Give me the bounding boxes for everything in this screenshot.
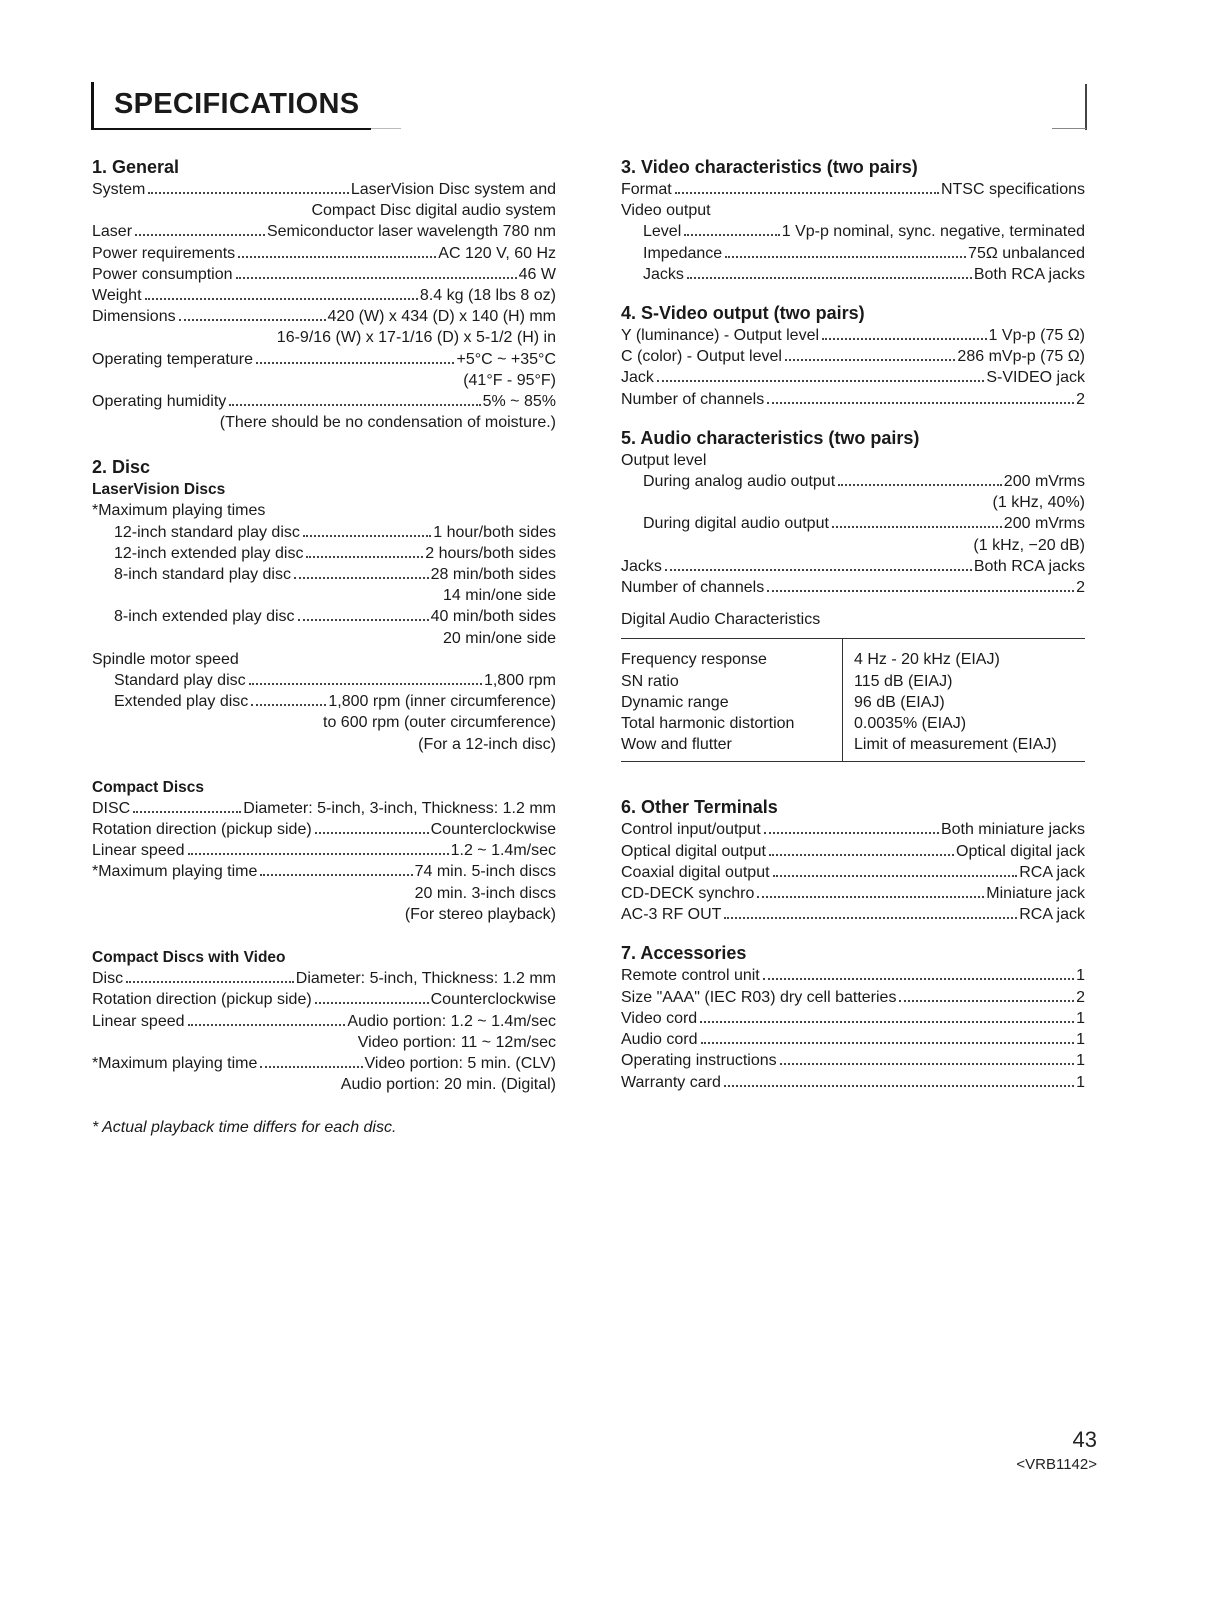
- leader-dots: [133, 811, 241, 813]
- spacer: [621, 784, 1085, 795]
- spec-value: RCA jack: [1019, 906, 1085, 924]
- spacer: [92, 925, 556, 947]
- leader-dots: [785, 359, 955, 361]
- table-cell-label: Total harmonic distortion: [621, 715, 795, 733]
- spec-continuation: 20 min/one side: [443, 629, 556, 647]
- title-bar: [91, 82, 94, 130]
- spec-row: [621, 862, 1085, 883]
- spec-label: Standard play disc: [114, 672, 246, 690]
- leader-dots: [126, 981, 294, 983]
- spec-value: 1,800 rpm: [483, 672, 556, 690]
- spec-value: NTSC specifications: [940, 181, 1085, 198]
- spec-value: RCA jack: [1019, 863, 1085, 881]
- spec-row: [621, 1072, 1085, 1093]
- section-general: [92, 155, 556, 433]
- spec-label: Operating temperature: [92, 350, 253, 368]
- spec-row: [92, 798, 556, 819]
- spec-label: Coaxial digital output: [621, 863, 770, 881]
- spec-label: Level: [643, 223, 682, 241]
- spec-row: [621, 179, 1085, 200]
- spacer: [621, 925, 1085, 941]
- spec-row: [92, 861, 556, 882]
- spec-label: Video cord: [621, 1009, 698, 1027]
- spec-continuation: (For a 12-inch disc): [418, 735, 556, 753]
- spec-value: 1 Vp-p nominal, sync. negative, terminated: [781, 223, 1085, 241]
- spec-continuation: Audio portion: 20 min. (Digital): [340, 1076, 556, 1094]
- section-heading: 1. General: [92, 157, 180, 177]
- spec-row: [621, 389, 1085, 410]
- spacer: [92, 433, 556, 455]
- spec-row: [621, 367, 1085, 388]
- spec-value: 1,800 rpm (inner circumference): [328, 693, 556, 711]
- title-underline: [91, 128, 371, 130]
- spec-row: [92, 691, 556, 712]
- spec-text: Spindle motor speed: [92, 650, 239, 668]
- leader-dots: [757, 896, 984, 898]
- leader-dots: [675, 192, 939, 194]
- spec-row: [621, 221, 1085, 242]
- spec-label: CD-DECK synchro: [621, 885, 755, 903]
- spec-value: Diameter: 5-inch, Thickness: 1.2 mm: [295, 970, 556, 988]
- leader-dots: [899, 1000, 1074, 1002]
- spec-row: [621, 883, 1085, 904]
- spec-label: C (color) - Output level: [621, 348, 782, 366]
- spec-row: [92, 264, 556, 285]
- spec-row: [92, 522, 556, 543]
- spec-row: [92, 349, 556, 370]
- spec-label: Jacks: [643, 265, 684, 283]
- table-cell-value: 4 Hz - 20 kHz (EIAJ): [854, 651, 1000, 669]
- leader-dots: [229, 404, 480, 406]
- spec-label: *Maximum playing time: [92, 863, 258, 881]
- section-heading: 3. Video characteristics (two pairs): [621, 157, 918, 177]
- leader-dots: [763, 978, 1074, 980]
- spec-row: [621, 471, 1085, 492]
- spec-label: Jack: [621, 369, 654, 387]
- leader-dots: [260, 1066, 362, 1068]
- spec-label: Power requirements: [92, 244, 236, 262]
- leader-dots: [769, 854, 954, 856]
- page-number: 43: [1072, 1427, 1097, 1452]
- spec-value: 46 W: [518, 265, 556, 283]
- spec-label: Disc: [92, 970, 124, 988]
- leader-dots: [687, 277, 972, 279]
- digital-audio-table: [621, 638, 1085, 762]
- spec-label: Impedance: [643, 244, 723, 262]
- spec-continuation: (1 kHz, 40%): [992, 494, 1085, 512]
- leader-dots: [665, 569, 972, 571]
- spec-text: Video output: [621, 202, 711, 220]
- spec-value: 1.2 ~ 1.4m/sec: [450, 842, 556, 860]
- spec-row: [92, 243, 556, 264]
- section-accessories: [621, 941, 1085, 1092]
- spec-label: Laser: [92, 223, 133, 241]
- spec-label: Linear speed: [92, 1012, 185, 1030]
- spec-label: Y (luminance) - Output level: [621, 327, 820, 345]
- spec-label: Size "AAA" (IEC R03) dry cell batteries: [621, 988, 897, 1006]
- spec-row: [92, 391, 556, 412]
- table-cell-value: 115 dB (EIAJ): [854, 672, 953, 690]
- leader-dots: [188, 853, 449, 855]
- spec-value: 40 min/both sides: [430, 608, 556, 626]
- spec-label: Audio cord: [621, 1031, 698, 1049]
- spec-row: [621, 904, 1085, 925]
- spec-value: 2: [1076, 390, 1085, 408]
- spec-label: Number of channels: [621, 579, 765, 597]
- spec-value: S-VIDEO jack: [986, 369, 1085, 387]
- spec-label: Format: [621, 181, 672, 198]
- spec-label: Optical digital output: [621, 842, 766, 860]
- spec-row: [621, 965, 1085, 986]
- spec-label: Weight: [92, 287, 142, 305]
- spacer: [621, 285, 1085, 301]
- spacer: [92, 1095, 556, 1117]
- leader-dots: [135, 234, 265, 236]
- spec-value: 1: [1076, 1009, 1085, 1027]
- spec-value: 200 mVrms: [1003, 515, 1085, 533]
- spec-label: 8-inch standard play disc: [114, 566, 291, 584]
- table-cell-value: Limit of measurement (EIAJ): [854, 736, 1057, 754]
- right-column: [621, 155, 1085, 1093]
- leader-dots: [238, 256, 436, 258]
- spec-label: Dimensions: [92, 308, 176, 326]
- table-value-column: [843, 639, 1085, 761]
- leader-dots: [306, 556, 423, 558]
- spec-continuation: 16-9/16 (W) x 17-1/16 (D) x 5-1/2 (H) in: [276, 329, 556, 347]
- left-column: [92, 155, 556, 1139]
- leader-dots: [294, 577, 429, 579]
- title-underline-fade: [371, 128, 401, 129]
- leader-dots: [315, 1002, 429, 1004]
- spec-value: Diameter: 5-inch, 3-inch, Thickness: 1.2 mm: [243, 799, 556, 817]
- leader-dots: [236, 277, 517, 279]
- spec-continuation: (There should be no condensation of moisture.): [219, 414, 556, 432]
- section-terminals: [621, 795, 1085, 925]
- spec-row: [621, 841, 1085, 862]
- spec-continuation: (41°F - 95°F): [463, 371, 556, 389]
- section-heading: 6. Other Terminals: [621, 797, 778, 818]
- leader-dots: [256, 362, 454, 364]
- leader-dots: [780, 1063, 1074, 1065]
- spec-row: [92, 819, 556, 840]
- leader-dots: [767, 590, 1074, 592]
- table-cell-label: Frequency response: [621, 651, 767, 669]
- spec-value: 1: [1076, 967, 1085, 985]
- leader-dots: [249, 683, 482, 685]
- leader-dots: [251, 704, 326, 706]
- table-cell-label: Wow and flutter: [621, 736, 732, 754]
- spec-value: 8.4 kg (18 lbs 8 oz): [419, 287, 556, 305]
- section-heading: 5. Audio characteristics (two pairs): [621, 427, 920, 448]
- table-cell-label: SN ratio: [621, 672, 679, 690]
- spec-label: DISC: [92, 799, 131, 817]
- spacer: [92, 755, 556, 777]
- spec-row: [92, 221, 556, 242]
- leader-dots: [303, 535, 431, 537]
- spec-text: *Maximum playing times: [92, 502, 266, 520]
- section-audio: [621, 426, 1085, 763]
- spec-row: [621, 556, 1085, 577]
- leader-dots: [832, 526, 1002, 528]
- subsection-heading: LaserVision Discs: [92, 481, 226, 499]
- spec-label: AC-3 RF OUT: [621, 906, 722, 924]
- section-heading: 2. Disc: [92, 457, 151, 478]
- spec-label: During analog audio output: [643, 473, 836, 491]
- spec-value: 1: [1076, 1052, 1085, 1070]
- spec-row: [92, 564, 556, 585]
- subsection-heading: Compact Discs with Video: [92, 949, 286, 967]
- spec-label: Remote control unit: [621, 967, 760, 985]
- spec-row: [92, 1053, 556, 1074]
- spec-value: Counterclockwise: [430, 991, 556, 1009]
- spec-value: 75Ω unbalanced: [968, 244, 1085, 262]
- spec-row: [92, 306, 556, 327]
- spec-value: Both RCA jacks: [973, 557, 1085, 575]
- spec-label: Warranty card: [621, 1073, 721, 1091]
- spec-continuation: (For stereo playback): [404, 905, 556, 923]
- spec-label: 8-inch extended play disc: [114, 608, 295, 626]
- spec-value: Video portion: 5 min. (CLV): [364, 1054, 556, 1072]
- spec-row: [92, 606, 556, 627]
- document-code: <VRB1142>: [1016, 1456, 1097, 1473]
- corner-mark-horizontal: [1052, 128, 1086, 129]
- leader-dots: [764, 832, 939, 834]
- spec-row: [92, 840, 556, 861]
- spec-row: [92, 968, 556, 989]
- table-cell-value: 0.0035% (EIAJ): [854, 715, 967, 733]
- spec-label: Rotation direction (pickup side): [92, 991, 312, 1009]
- spec-continuation: Compact Disc digital audio system: [311, 202, 556, 220]
- spec-row: [621, 1050, 1085, 1071]
- spacer: [621, 410, 1085, 426]
- spec-value: 1: [1076, 1031, 1085, 1049]
- spec-value: Counterclockwise: [430, 821, 556, 839]
- section-svideo: [621, 301, 1085, 410]
- spec-text: Output level: [621, 451, 707, 469]
- leader-dots: [767, 402, 1074, 404]
- spec-label: 12-inch extended play disc: [114, 544, 304, 562]
- table-label-column: [621, 639, 843, 761]
- spec-value: 28 min/both sides: [430, 566, 556, 584]
- spec-row: [621, 325, 1085, 346]
- spec-row: [92, 1011, 556, 1032]
- leader-dots: [179, 319, 326, 321]
- leader-dots: [188, 1024, 346, 1026]
- spec-value: LaserVision Disc system and: [350, 181, 556, 198]
- spec-row: [621, 1029, 1085, 1050]
- spec-value: 2 hours/both sides: [425, 544, 556, 562]
- section-disc: [92, 455, 556, 1138]
- spec-label: Operating instructions: [621, 1052, 777, 1070]
- section-heading: 7. Accessories: [621, 943, 747, 964]
- spec-row: [621, 987, 1085, 1008]
- spec-value: 286 mVp-p (75 Ω): [957, 348, 1085, 366]
- spec-row: [621, 264, 1085, 285]
- spec-continuation: (1 kHz, −20 dB): [973, 536, 1085, 554]
- spec-label: During digital audio output: [643, 515, 829, 533]
- table-cell-value: 96 dB (EIAJ): [854, 693, 945, 711]
- spec-value: 420 (W) x 434 (D) x 140 (H) mm: [327, 308, 556, 326]
- spec-value: 1: [1076, 1073, 1085, 1091]
- spec-label: Control input/output: [621, 821, 761, 839]
- leader-dots: [822, 338, 987, 340]
- spec-value: 200 mVrms: [1003, 473, 1085, 491]
- spec-row: [621, 346, 1085, 367]
- leader-dots: [315, 832, 429, 834]
- spacer: [621, 598, 1085, 609]
- spec-value: 2: [1076, 988, 1085, 1006]
- leader-dots: [684, 234, 779, 236]
- spec-value: Audio portion: 1.2 ~ 1.4m/sec: [347, 1012, 556, 1030]
- spec-row: [92, 543, 556, 564]
- spec-row: [621, 513, 1085, 534]
- spec-value: 74 min. 5-inch discs: [414, 863, 556, 881]
- spec-label: Operating humidity: [92, 393, 227, 411]
- leader-dots: [148, 192, 349, 194]
- leader-dots: [145, 298, 418, 300]
- spec-row: [621, 577, 1085, 598]
- spec-label: Extended play disc: [114, 693, 249, 711]
- spec-value: AC 120 V, 60 Hz: [438, 244, 556, 262]
- corner-mark-vertical: [1085, 84, 1087, 130]
- leader-dots: [724, 917, 1017, 919]
- section-heading: 4. S-Video output (two pairs): [621, 303, 865, 324]
- spec-row: [621, 819, 1085, 840]
- spec-continuation: 14 min/one side: [443, 587, 556, 605]
- leader-dots: [838, 484, 1002, 486]
- subsection-heading: Compact Discs: [92, 778, 204, 796]
- leader-dots: [260, 874, 412, 876]
- spec-continuation: to 600 rpm (outer circumference): [323, 714, 556, 732]
- leader-dots: [298, 619, 429, 621]
- spec-value: +5°C ~ +35°C: [456, 350, 556, 368]
- spec-row: [92, 285, 556, 306]
- spec-value: 5% ~ 85%: [482, 393, 556, 411]
- spec-continuation: Video portion: 11 ~ 12m/sec: [357, 1033, 556, 1051]
- spec-label: Power consumption: [92, 265, 233, 283]
- spec-value: 1 hour/both sides: [433, 523, 556, 541]
- spec-label: System: [92, 181, 146, 198]
- spec-label: *Maximum playing time: [92, 1054, 258, 1072]
- spec-label: Rotation direction (pickup side): [92, 821, 312, 839]
- leader-dots: [725, 256, 966, 258]
- spec-label: Jacks: [621, 557, 662, 575]
- table-caption: Digital Audio Characteristics: [621, 611, 821, 629]
- leader-dots: [701, 1042, 1075, 1044]
- spec-value: 2: [1076, 579, 1085, 597]
- spec-label: 12-inch standard play disc: [114, 523, 300, 541]
- spec-value: Both RCA jacks: [973, 265, 1085, 283]
- leader-dots: [700, 1021, 1074, 1023]
- spec-label: Number of channels: [621, 390, 765, 408]
- spec-label: Linear speed: [92, 842, 185, 860]
- spec-row: [92, 179, 556, 200]
- spec-value: Semiconductor laser wavelength 780 nm: [266, 223, 556, 241]
- footnote: * Actual playback time differs for each disc.: [92, 1119, 397, 1137]
- leader-dots: [724, 1085, 1074, 1087]
- spec-value: Miniature jack: [986, 885, 1085, 903]
- leader-dots: [657, 380, 984, 382]
- spacer: [621, 762, 1085, 784]
- spec-value: Both miniature jacks: [940, 821, 1085, 839]
- spec-row: [621, 1008, 1085, 1029]
- leader-dots: [773, 875, 1018, 877]
- spec-continuation: 20 min. 3-inch discs: [414, 884, 556, 902]
- spec-value: 1 Vp-p (75 Ω): [988, 327, 1085, 345]
- table-cell-label: Dynamic range: [621, 693, 729, 711]
- spec-row: [92, 670, 556, 691]
- spec-row: [621, 243, 1085, 264]
- section-video: [621, 155, 1085, 285]
- spec-row: [92, 989, 556, 1010]
- page-title: SPECIFICATIONS: [114, 88, 360, 120]
- spec-value: Optical digital jack: [956, 842, 1085, 860]
